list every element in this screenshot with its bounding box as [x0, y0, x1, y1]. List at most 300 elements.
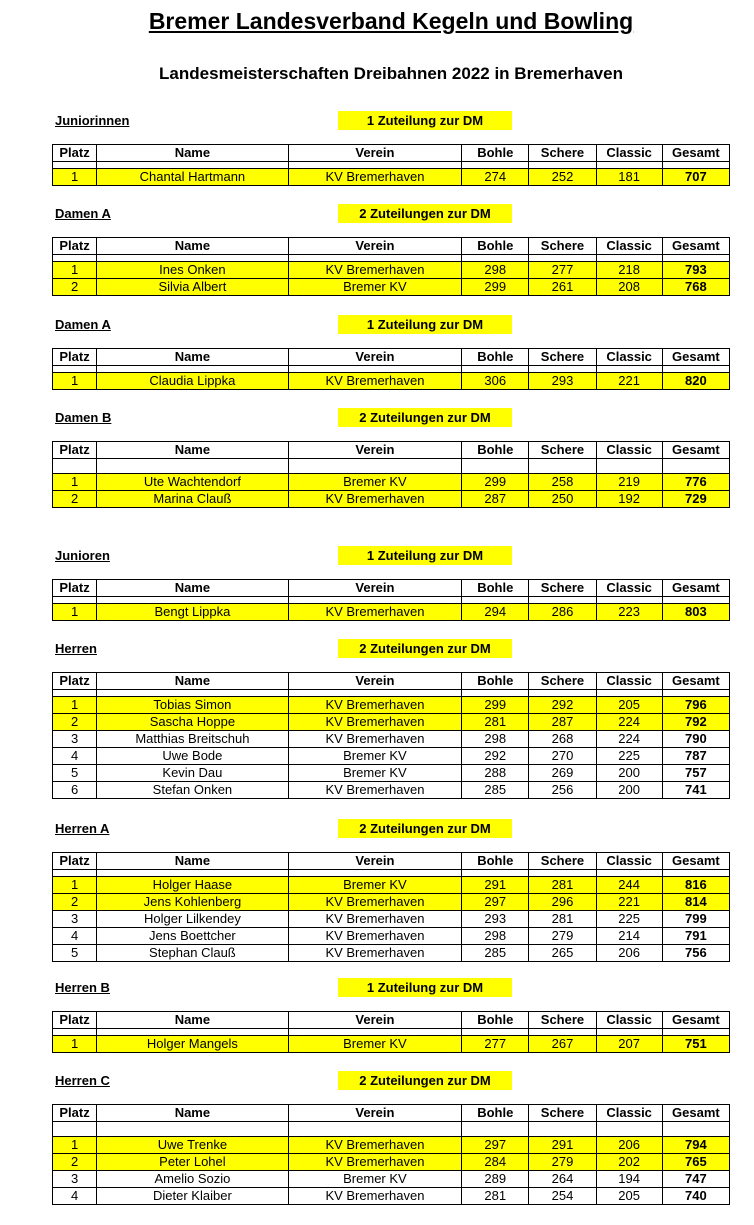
table-header-row [53, 238, 730, 255]
cell-platz: 5 [53, 765, 97, 782]
cell-classic: 202 [596, 1154, 662, 1171]
spacer-row [53, 597, 730, 604]
column-header-verein: Verein [288, 580, 462, 597]
cell-classic: 181 [596, 169, 662, 186]
cell-bohle: 298 [462, 928, 529, 945]
cell-name: Silvia Albert [97, 279, 289, 296]
table-row [53, 697, 730, 714]
spacer-row [53, 162, 730, 169]
column-header-gesamt: Gesamt [662, 673, 729, 690]
allocation-badge: 2 Zuteilungen zur DM [338, 819, 512, 838]
cell-bohle: 289 [462, 1171, 529, 1188]
cell-classic: 192 [596, 491, 662, 508]
cell-gesamt: 792 [662, 714, 729, 731]
cell-schere: 264 [529, 1171, 596, 1188]
section-0 [52, 111, 730, 184]
cell-verein: KV Bremerhaven [288, 697, 462, 714]
spacer-cell [596, 597, 662, 604]
section-8 [52, 1071, 730, 1203]
column-header-gesamt: Gesamt [662, 853, 729, 870]
table-header-row [53, 1012, 730, 1029]
cell-classic: 224 [596, 731, 662, 748]
cell-classic: 207 [596, 1036, 662, 1053]
cell-verein: KV Bremerhaven [288, 928, 462, 945]
spacer-cell [662, 459, 729, 474]
table-row [53, 911, 730, 928]
column-header-verein: Verein [288, 349, 462, 366]
section-5 [52, 639, 730, 797]
column-header-verein: Verein [288, 442, 462, 459]
column-header-name: Name [97, 853, 289, 870]
table-header-row [53, 349, 730, 366]
table-header-row [53, 853, 730, 870]
cell-classic: 208 [596, 279, 662, 296]
spacer-cell [596, 870, 662, 877]
column-header-schere: Schere [529, 238, 596, 255]
cell-bohle: 299 [462, 474, 529, 491]
results-table [52, 579, 730, 621]
spacer-cell [288, 597, 462, 604]
cell-gesamt: 814 [662, 894, 729, 911]
cell-gesamt: 757 [662, 765, 729, 782]
section-header [52, 408, 730, 430]
cell-platz: 1 [53, 373, 97, 390]
column-header-bohle: Bohle [462, 673, 529, 690]
table-header-row [53, 1105, 730, 1122]
cell-platz: 5 [53, 945, 97, 962]
cell-gesamt: 796 [662, 697, 729, 714]
cell-classic: 224 [596, 714, 662, 731]
section-label: Herren [55, 641, 97, 656]
cell-platz: 2 [53, 1154, 97, 1171]
cell-bohle: 288 [462, 765, 529, 782]
table-row [53, 714, 730, 731]
spacer-cell [53, 366, 97, 373]
table-header-row [53, 673, 730, 690]
cell-name: Chantal Hartmann [97, 169, 289, 186]
column-header-schere: Schere [529, 145, 596, 162]
table-header-row [53, 580, 730, 597]
column-header-schere: Schere [529, 673, 596, 690]
column-header-gesamt: Gesamt [662, 145, 729, 162]
cell-gesamt: 747 [662, 1171, 729, 1188]
cell-name: Holger Mangels [97, 1036, 289, 1053]
section-7 [52, 978, 730, 1051]
spacer-row [53, 690, 730, 697]
cell-platz: 2 [53, 714, 97, 731]
spacer-cell [288, 162, 462, 169]
cell-platz: 4 [53, 928, 97, 945]
section-1 [52, 204, 730, 294]
section-header [52, 639, 730, 661]
cell-classic: 221 [596, 894, 662, 911]
results-table [52, 237, 730, 296]
column-header-name: Name [97, 580, 289, 597]
cell-gesamt: 751 [662, 1036, 729, 1053]
table-header-row [53, 145, 730, 162]
cell-schere: 267 [529, 1036, 596, 1053]
allocation-badge: 1 Zuteilung zur DM [338, 111, 512, 130]
column-header-name: Name [97, 1105, 289, 1122]
spacer-cell [97, 1029, 289, 1036]
cell-gesamt: 765 [662, 1154, 729, 1171]
table-row [53, 782, 730, 799]
spacer-cell [596, 162, 662, 169]
cell-bohle: 284 [462, 1154, 529, 1171]
table-row [53, 945, 730, 962]
page-subtitle: Landesmeisterschaften Dreibahnen 2022 in Bremerhaven [159, 64, 623, 83]
spacer-cell [97, 255, 289, 262]
results-table [52, 348, 730, 390]
spacer-cell [529, 1122, 596, 1137]
cell-platz: 1 [53, 474, 97, 491]
cell-name: Uwe Bode [97, 748, 289, 765]
section-2 [52, 315, 730, 388]
spacer-cell [662, 1122, 729, 1137]
cell-verein: KV Bremerhaven [288, 731, 462, 748]
cell-schere: 293 [529, 373, 596, 390]
cell-schere: 252 [529, 169, 596, 186]
cell-classic: 223 [596, 604, 662, 621]
spacer-row [53, 366, 730, 373]
spacer-cell [662, 690, 729, 697]
cell-platz: 4 [53, 1188, 97, 1205]
cell-verein: Bremer KV [288, 1036, 462, 1053]
cell-schere: 254 [529, 1188, 596, 1205]
cell-schere: 296 [529, 894, 596, 911]
section-6 [52, 819, 730, 960]
cell-platz: 2 [53, 279, 97, 296]
table-row [53, 765, 730, 782]
column-header-name: Name [97, 673, 289, 690]
section-header [52, 1071, 730, 1093]
table-header-row [53, 442, 730, 459]
spacer-cell [462, 255, 529, 262]
column-header-classic: Classic [596, 1105, 662, 1122]
results-table [52, 144, 730, 186]
column-header-schere: Schere [529, 1105, 596, 1122]
allocation-badge: 2 Zuteilungen zur DM [338, 639, 512, 658]
cell-classic: 200 [596, 782, 662, 799]
column-header-classic: Classic [596, 442, 662, 459]
cell-platz: 2 [53, 894, 97, 911]
column-header-bohle: Bohle [462, 853, 529, 870]
cell-verein: KV Bremerhaven [288, 262, 462, 279]
spacer-cell [288, 1122, 462, 1137]
table-row [53, 262, 730, 279]
spacer-cell [288, 366, 462, 373]
cell-gesamt: 776 [662, 474, 729, 491]
table-row [53, 474, 730, 491]
column-header-name: Name [97, 1012, 289, 1029]
table-row [53, 748, 730, 765]
spacer-cell [596, 1029, 662, 1036]
cell-bohle: 306 [462, 373, 529, 390]
cell-gesamt: 740 [662, 1188, 729, 1205]
cell-gesamt: 790 [662, 731, 729, 748]
column-header-classic: Classic [596, 349, 662, 366]
cell-schere: 256 [529, 782, 596, 799]
cell-verein: KV Bremerhaven [288, 945, 462, 962]
spacer-cell [288, 690, 462, 697]
allocation-badge: 1 Zuteilung zur DM [338, 546, 512, 565]
spacer-cell [97, 366, 289, 373]
column-header-platz: Platz [53, 145, 97, 162]
spacer-cell [529, 162, 596, 169]
cell-verein: KV Bremerhaven [288, 782, 462, 799]
cell-gesamt: 791 [662, 928, 729, 945]
section-4 [52, 546, 730, 619]
spacer-cell [596, 690, 662, 697]
table-row [53, 1036, 730, 1053]
cell-verein: KV Bremerhaven [288, 714, 462, 731]
column-header-classic: Classic [596, 145, 662, 162]
column-header-gesamt: Gesamt [662, 238, 729, 255]
cell-verein: KV Bremerhaven [288, 1137, 462, 1154]
cell-bohle: 287 [462, 491, 529, 508]
section-label: Herren C [55, 1073, 110, 1088]
cell-schere: 269 [529, 765, 596, 782]
spacer-cell [596, 1122, 662, 1137]
table-row [53, 604, 730, 621]
cell-classic: 244 [596, 877, 662, 894]
column-header-schere: Schere [529, 1012, 596, 1029]
table-row [53, 731, 730, 748]
allocation-badge: 1 Zuteilung zur DM [338, 315, 512, 334]
section-label: Damen A [55, 206, 111, 221]
cell-name: Holger Lilkendey [97, 911, 289, 928]
cell-bohle: 299 [462, 279, 529, 296]
column-header-bohle: Bohle [462, 238, 529, 255]
column-header-bohle: Bohle [462, 1105, 529, 1122]
cell-verein: KV Bremerhaven [288, 1154, 462, 1171]
section-header [52, 546, 730, 568]
cell-bohle: 274 [462, 169, 529, 186]
cell-schere: 250 [529, 491, 596, 508]
table-row [53, 1137, 730, 1154]
cell-schere: 286 [529, 604, 596, 621]
cell-name: Claudia Lippka [97, 373, 289, 390]
cell-name: Bengt Lippka [97, 604, 289, 621]
section-label: Damen B [55, 410, 112, 425]
column-header-schere: Schere [529, 580, 596, 597]
column-header-gesamt: Gesamt [662, 1105, 729, 1122]
cell-name: Tobias Simon [97, 697, 289, 714]
column-header-schere: Schere [529, 442, 596, 459]
cell-gesamt: 793 [662, 262, 729, 279]
results-table [52, 441, 730, 508]
results-table [52, 672, 730, 799]
column-header-name: Name [97, 238, 289, 255]
cell-classic: 221 [596, 373, 662, 390]
cell-classic: 214 [596, 928, 662, 945]
column-header-platz: Platz [53, 580, 97, 597]
spacer-cell [97, 1122, 289, 1137]
cell-name: Jens Boettcher [97, 928, 289, 945]
column-header-gesamt: Gesamt [662, 442, 729, 459]
cell-name: Sascha Hoppe [97, 714, 289, 731]
cell-platz: 1 [53, 604, 97, 621]
table-row [53, 1154, 730, 1171]
spacer-cell [596, 459, 662, 474]
column-header-classic: Classic [596, 580, 662, 597]
cell-name: Holger Haase [97, 877, 289, 894]
spacer-row [53, 255, 730, 262]
cell-verein: Bremer KV [288, 877, 462, 894]
spacer-cell [462, 459, 529, 474]
cell-platz: 3 [53, 1171, 97, 1188]
spacer-cell [529, 459, 596, 474]
spacer-cell [462, 597, 529, 604]
table-row [53, 1188, 730, 1205]
section-label: Damen A [55, 317, 111, 332]
cell-schere: 292 [529, 697, 596, 714]
cell-name: Jens Kohlenberg [97, 894, 289, 911]
cell-classic: 219 [596, 474, 662, 491]
spacer-row [53, 1029, 730, 1036]
spacer-cell [53, 1029, 97, 1036]
cell-bohle: 285 [462, 945, 529, 962]
column-header-gesamt: Gesamt [662, 1012, 729, 1029]
column-header-platz: Platz [53, 238, 97, 255]
cell-gesamt: 803 [662, 604, 729, 621]
cell-schere: 291 [529, 1137, 596, 1154]
spacer-cell [462, 162, 529, 169]
column-header-schere: Schere [529, 853, 596, 870]
cell-platz: 4 [53, 748, 97, 765]
spacer-cell [97, 162, 289, 169]
spacer-cell [97, 597, 289, 604]
cell-schere: 287 [529, 714, 596, 731]
spacer-cell [53, 597, 97, 604]
spacer-cell [462, 870, 529, 877]
column-header-platz: Platz [53, 673, 97, 690]
spacer-row [53, 870, 730, 877]
cell-gesamt: 820 [662, 373, 729, 390]
cell-schere: 258 [529, 474, 596, 491]
cell-platz: 3 [53, 911, 97, 928]
column-header-verein: Verein [288, 238, 462, 255]
column-header-verein: Verein [288, 145, 462, 162]
cell-bohle: 298 [462, 731, 529, 748]
column-header-verein: Verein [288, 1012, 462, 1029]
cell-bohle: 281 [462, 714, 529, 731]
column-header-verein: Verein [288, 1105, 462, 1122]
allocation-badge: 2 Zuteilungen zur DM [338, 408, 512, 427]
cell-bohle: 292 [462, 748, 529, 765]
column-header-classic: Classic [596, 238, 662, 255]
section-label: Junioren [55, 548, 110, 563]
cell-verein: Bremer KV [288, 1171, 462, 1188]
cell-bohle: 293 [462, 911, 529, 928]
cell-schere: 281 [529, 911, 596, 928]
spacer-cell [97, 690, 289, 697]
cell-schere: 270 [529, 748, 596, 765]
cell-bohle: 297 [462, 894, 529, 911]
cell-bohle: 291 [462, 877, 529, 894]
spacer-cell [529, 366, 596, 373]
spacer-cell [462, 1029, 529, 1036]
cell-gesamt: 787 [662, 748, 729, 765]
table-row [53, 894, 730, 911]
cell-gesamt: 729 [662, 491, 729, 508]
column-header-name: Name [97, 442, 289, 459]
cell-bohle: 277 [462, 1036, 529, 1053]
cell-name: Amelio Sozio [97, 1171, 289, 1188]
cell-schere: 265 [529, 945, 596, 962]
cell-gesamt: 816 [662, 877, 729, 894]
cell-verein: Bremer KV [288, 474, 462, 491]
column-header-bohle: Bohle [462, 145, 529, 162]
cell-schere: 279 [529, 1154, 596, 1171]
section-header [52, 111, 730, 133]
results-table [52, 1011, 730, 1053]
spacer-cell [529, 690, 596, 697]
cell-classic: 206 [596, 945, 662, 962]
spacer-cell [662, 366, 729, 373]
table-row [53, 928, 730, 945]
cell-verein: Bremer KV [288, 279, 462, 296]
cell-platz: 3 [53, 731, 97, 748]
column-header-bohle: Bohle [462, 442, 529, 459]
cell-classic: 194 [596, 1171, 662, 1188]
cell-gesamt: 741 [662, 782, 729, 799]
spacer-cell [53, 162, 97, 169]
column-header-gesamt: Gesamt [662, 349, 729, 366]
spacer-cell [596, 366, 662, 373]
column-header-bohle: Bohle [462, 580, 529, 597]
cell-schere: 281 [529, 877, 596, 894]
section-header [52, 978, 730, 1000]
cell-platz: 1 [53, 262, 97, 279]
column-header-platz: Platz [53, 442, 97, 459]
section-label: Juniorinnen [55, 113, 130, 128]
table-row [53, 491, 730, 508]
cell-name: Ute Wachtendorf [97, 474, 289, 491]
cell-classic: 206 [596, 1137, 662, 1154]
column-header-verein: Verein [288, 853, 462, 870]
column-header-classic: Classic [596, 673, 662, 690]
cell-classic: 225 [596, 748, 662, 765]
cell-verein: KV Bremerhaven [288, 491, 462, 508]
cell-classic: 200 [596, 765, 662, 782]
results-table [52, 1104, 730, 1205]
table-row [53, 373, 730, 390]
cell-platz: 2 [53, 491, 97, 508]
cell-classic: 225 [596, 911, 662, 928]
section-label: Herren B [55, 980, 110, 995]
cell-bohle: 299 [462, 697, 529, 714]
spacer-cell [529, 1029, 596, 1036]
cell-classic: 218 [596, 262, 662, 279]
allocation-badge: 1 Zuteilung zur DM [338, 978, 512, 997]
cell-schere: 268 [529, 731, 596, 748]
cell-name: Ines Onken [97, 262, 289, 279]
spacer-cell [529, 255, 596, 262]
spacer-cell [97, 870, 289, 877]
column-header-classic: Classic [596, 853, 662, 870]
cell-verein: KV Bremerhaven [288, 911, 462, 928]
cell-bohle: 281 [462, 1188, 529, 1205]
section-header [52, 315, 730, 337]
spacer-row [53, 1122, 730, 1137]
cell-gesamt: 794 [662, 1137, 729, 1154]
cell-platz: 1 [53, 1137, 97, 1154]
cell-classic: 205 [596, 1188, 662, 1205]
spacer-cell [97, 459, 289, 474]
cell-gesamt: 707 [662, 169, 729, 186]
spacer-cell [662, 162, 729, 169]
